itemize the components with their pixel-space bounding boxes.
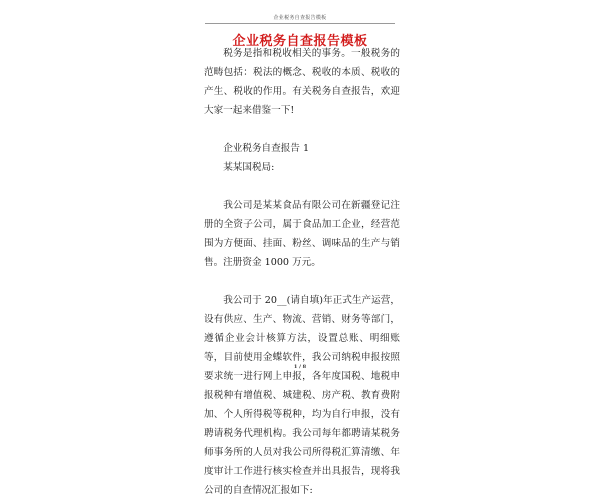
company-intro-paragraph: 我公司是某某食品有限公司在新疆登记注册的全资子公司，属于食品加工企业，经营范围为方便面、挂面、粉丝、调味品的生产与销售。注册资金 1000 万元。 <box>204 200 400 268</box>
page-number: 1 / 8 <box>293 364 307 370</box>
salutation: 某某国税局: <box>223 162 275 173</box>
paragraph-spacer <box>204 177 400 196</box>
operations-paragraph: 我公司于 20__(请自填)年正式生产运营，设有供应、生产、物流、营销、财务等部门，遵循企业会计核算方法，设置总账、明细账等，目前使用金蝶软件，我公司纳税申报按照要求统一进行网上申报，各年度国税、地税申报税种有增值税、城建税、房产税、教育费附加、个人所得税等税种，均为自行申报，没有聘请税务代理机构。我公司每年都聘请某税务师事务所的人员对我公司所得税汇算清缴、年度审计工作进行核实检查并出具报告，现将我公司的自查情况汇报如下: <box>204 295 400 496</box>
document-title: 企业税务自查报告模板 <box>232 34 368 49</box>
paragraph-spacer <box>204 120 400 139</box>
running-header: 企业税务自查报告模板 <box>273 15 327 21</box>
intro-paragraph: 税务是指和税收相关的事务。一般税务的范畴包括：税法的概念、税收的本质、税收的产生、税收的作用。有关税务自查报告，欢迎大家一起来借鉴一下! <box>204 48 400 116</box>
document-body <box>204 44 400 500</box>
section-heading: 企业税务自查报告 1 <box>223 143 310 154</box>
header-divider <box>205 23 395 24</box>
paragraph-spacer <box>204 272 400 291</box>
